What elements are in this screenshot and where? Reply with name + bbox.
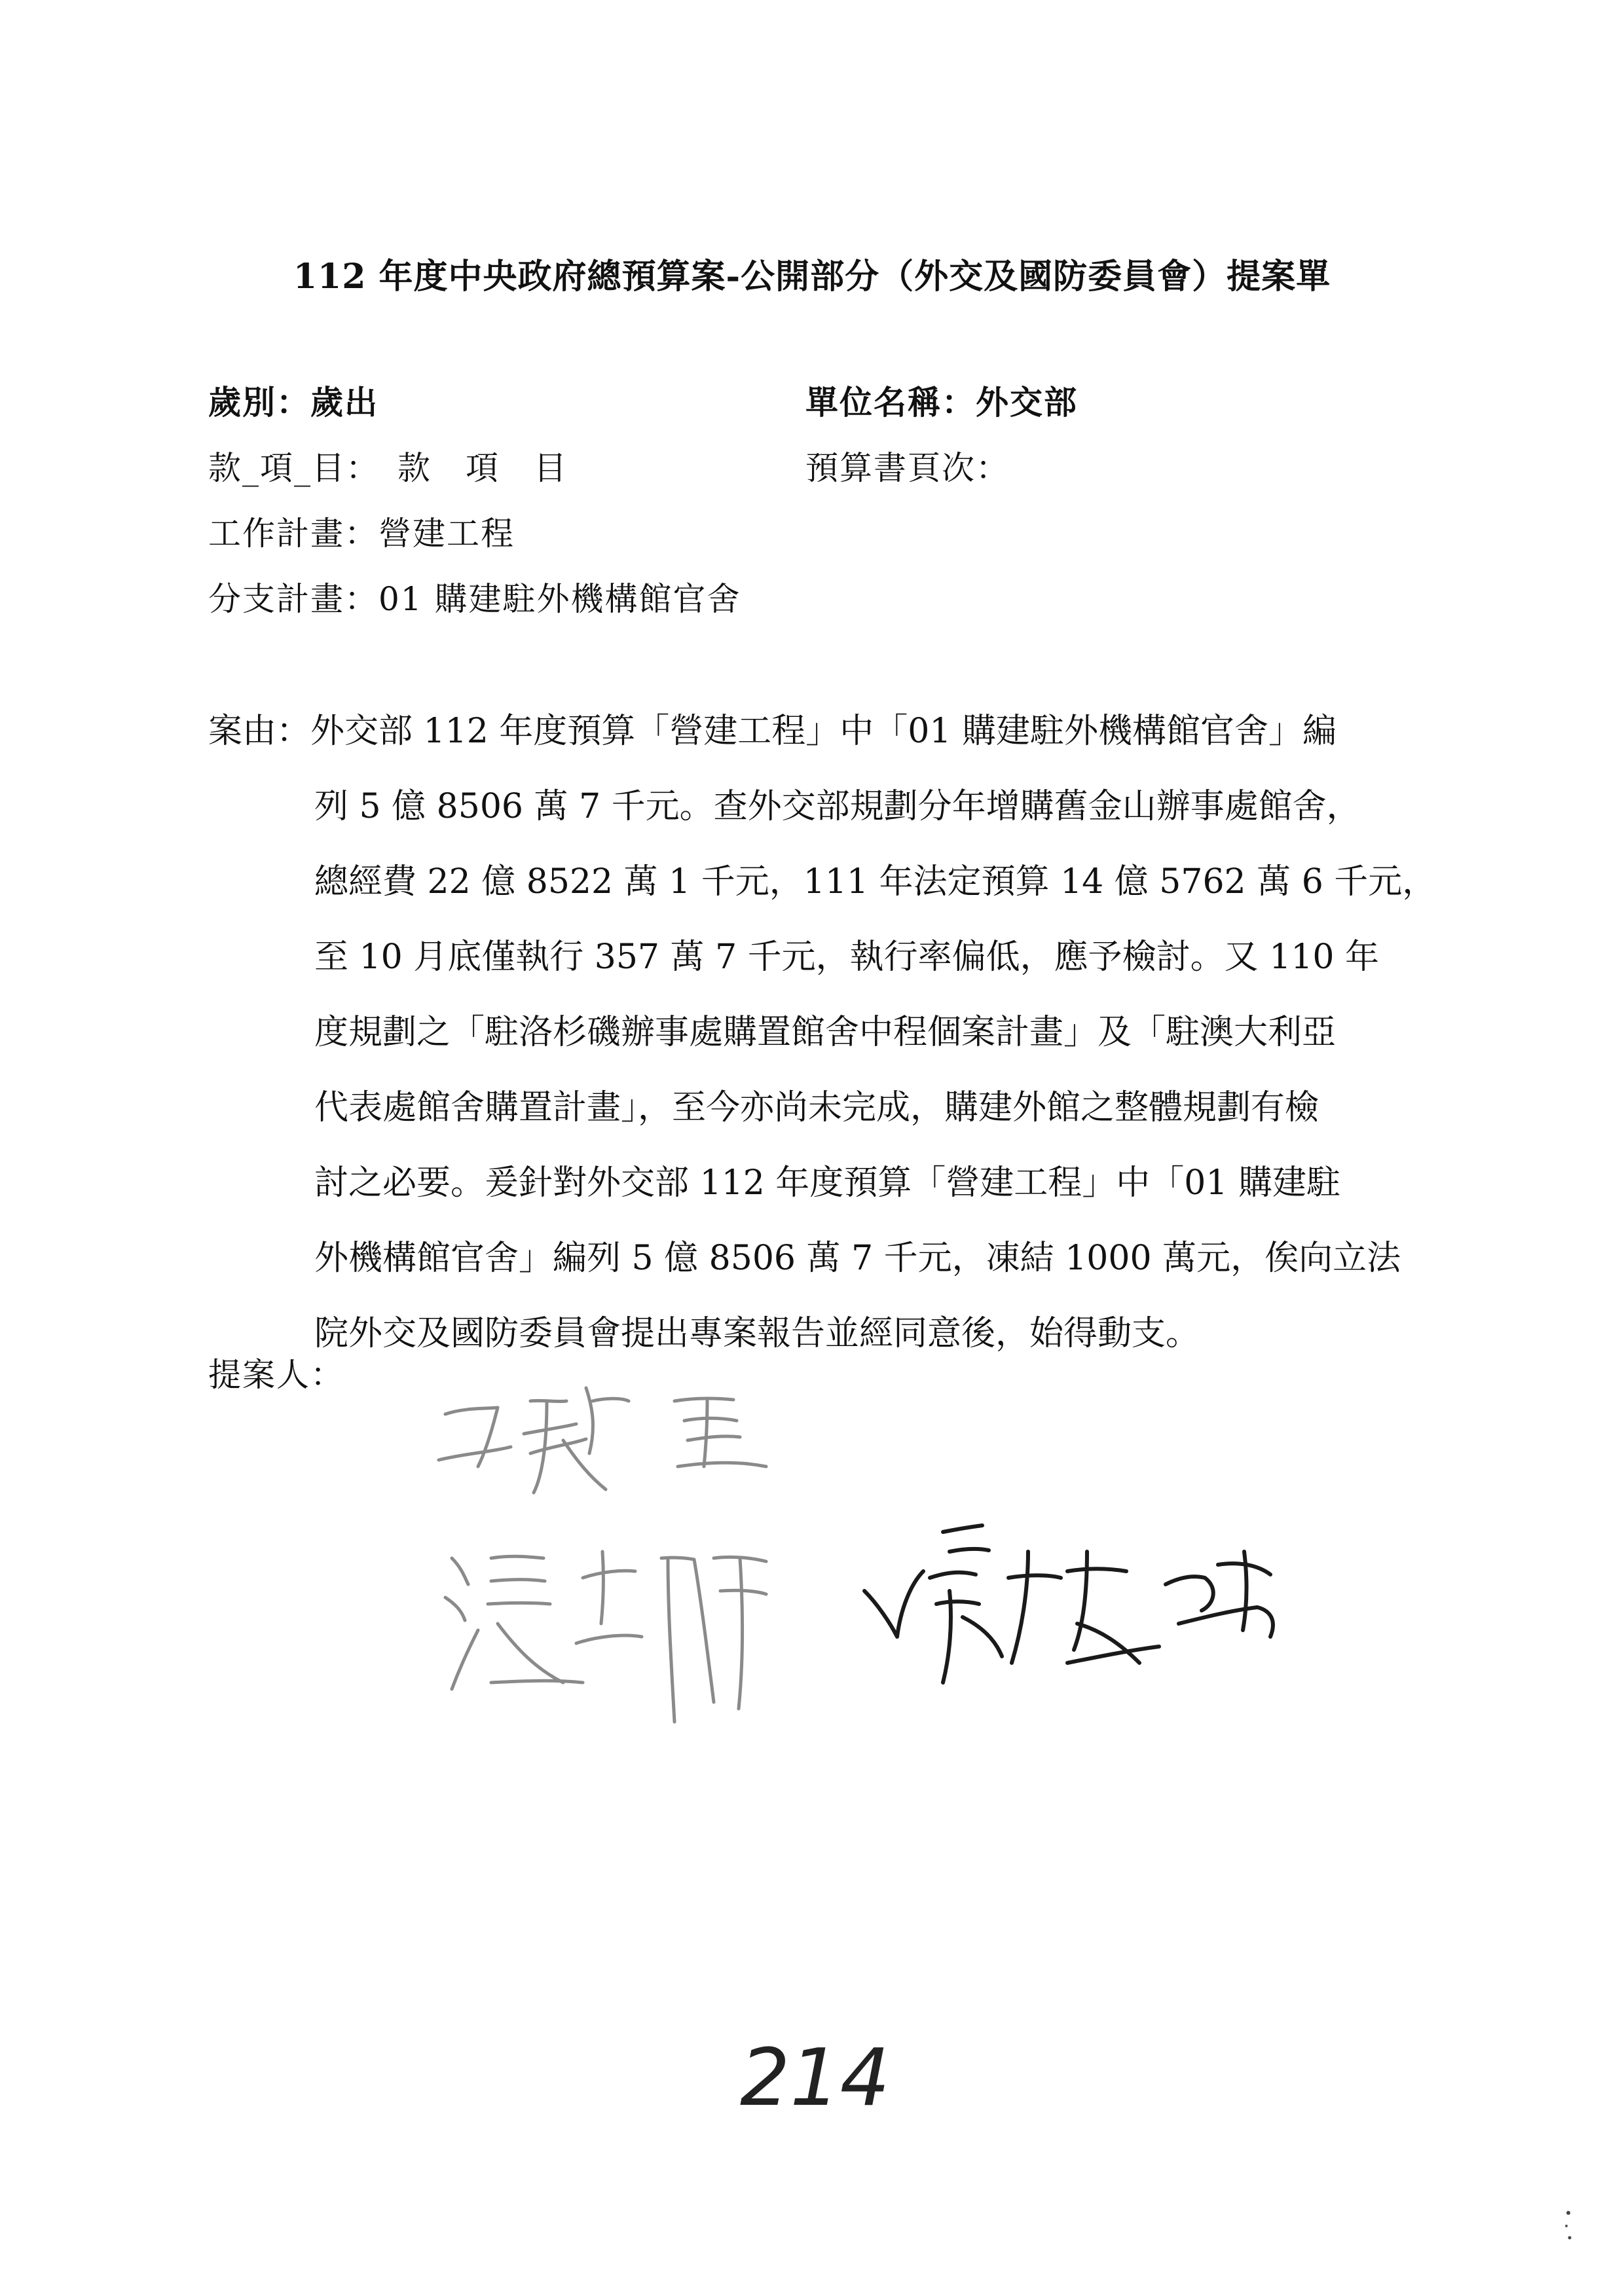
reason-line: 度規劃之「駐洛杉磯辦事處購置館舍中程個案計畫」及「駐澳大利亞 [314,1013,1337,1052]
reason-line: 總經費 22 億 8522 萬 1 千元，111 年法定預算 14 億 5762 萬 6 千元， [314,862,1437,902]
reason-line: 討之必要。爰針對外交部 112 年度預算「營建工程」中「01 購建駐 [314,1163,1341,1203]
budget-page: 預算書頁次： [805,449,1010,487]
reason-paragraph [208,694,1452,1372]
page-number [733,2030,930,2128]
work-plan: 工作計畫：營建工程 [208,515,515,553]
page-number-text: 214 [740,2033,891,2124]
reason-line: 至 10 月底僅執行 357 萬 7 千元，執行率偏低，應予檢討。又 110 年 [314,938,1379,977]
reason-line: 院外交及國防委員會提出專案報告並經同意後，始得動支。 [314,1314,1200,1353]
signature-3 [851,1512,1297,1696]
reason-line: 外機構館官舍」編列 5 億 8506 萬 7 千元，凍結 1000 萬元，俟向立法 [314,1239,1401,1278]
scan-speck [1559,2206,1578,2246]
reason-line: 列 5 億 8506 萬 7 千元。查外交部規劃分年增購舊金山辦事處館舍， [314,787,1361,826]
unit-name: 單位名稱：外交部 [805,383,1078,422]
reason-line: 代表處館舍購置計畫」，至今亦尚未完成，購建外館之整體規劃有檢 [314,1088,1320,1127]
signature-2 [426,1532,792,1728]
signature-1 [426,1362,819,1519]
reason-line: 案由：外交部 112 年度預算「營建工程」中「01 購建駐外機構館官舍」編 [208,712,1337,751]
year-type: 歲別：歲出 [208,383,378,422]
document-title: 112 年度中央政府總預算案-公開部分（外交及國防委員會）提案單 [293,257,1331,297]
proposer-label: 提案人： [208,1356,344,1394]
section-item: 款_項_目： 款 項 目 [208,449,568,487]
sub-plan: 分支計畫：01 購建駐外機構館官舍 [208,580,741,618]
